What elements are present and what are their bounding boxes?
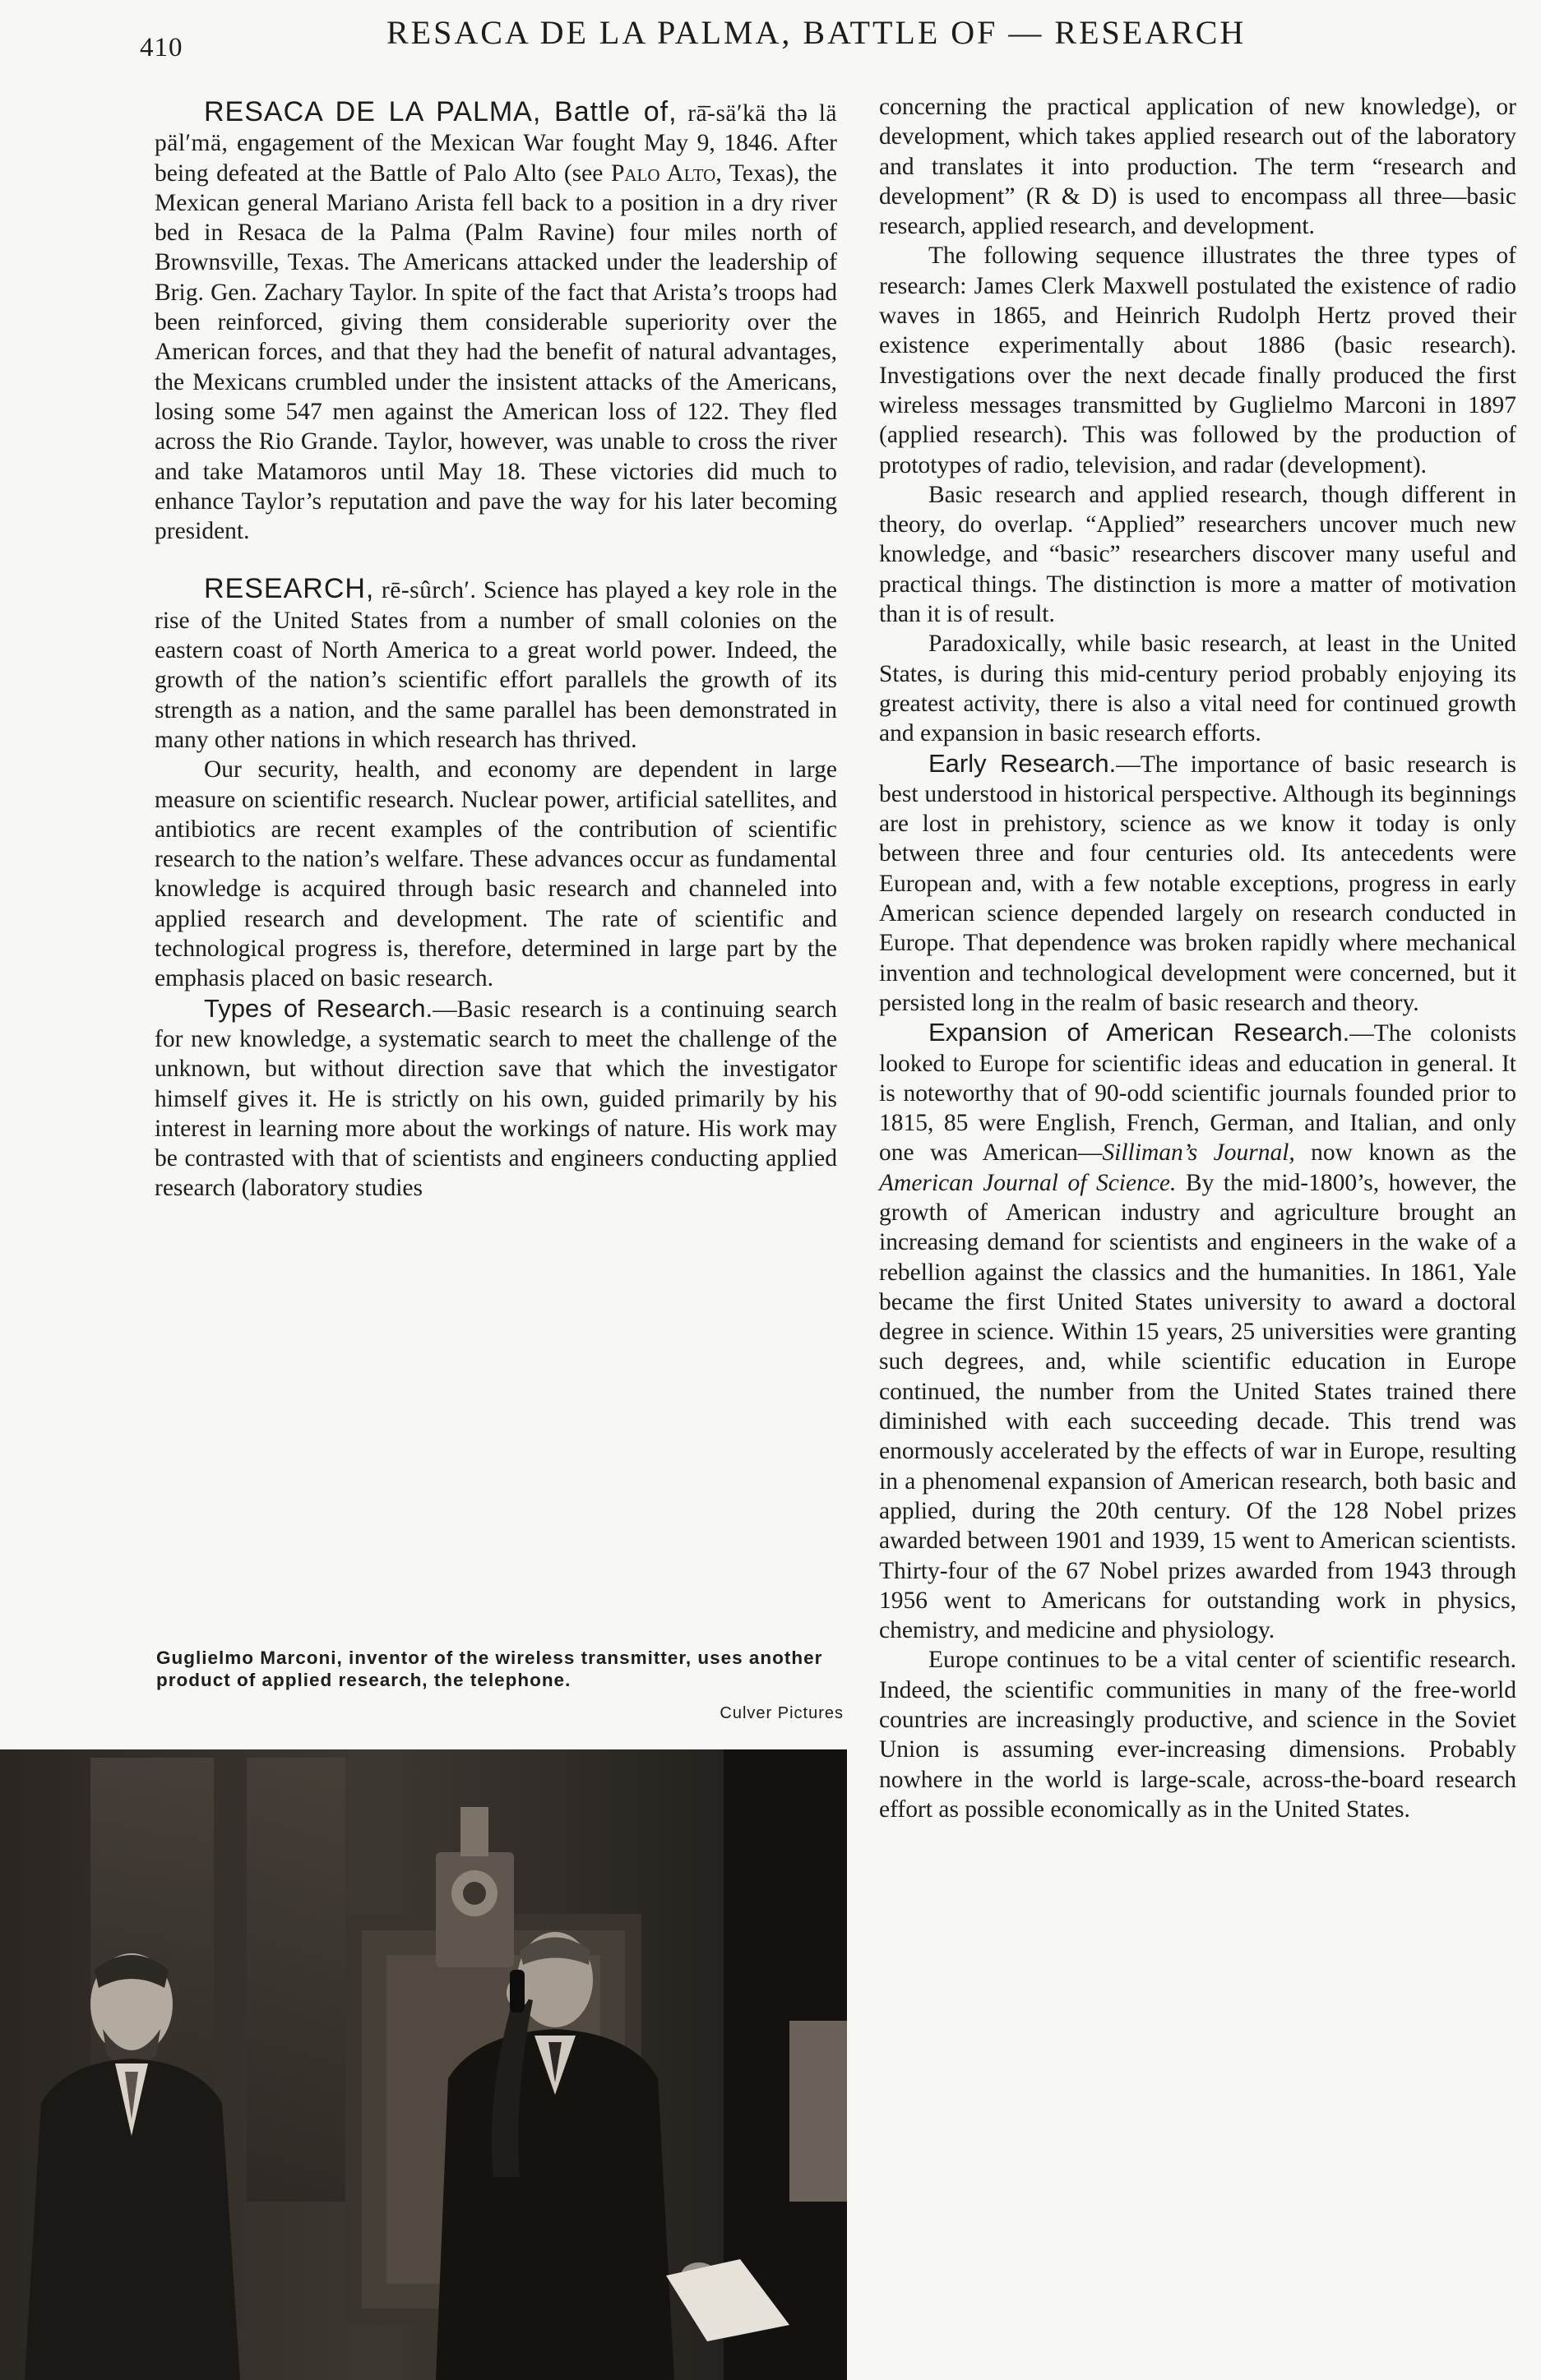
silliman-journal: Silliman’s Journal, [1102,1139,1295,1167]
running-head [140,10,1332,62]
expansion-heading: Expansion of American Research. [928,1018,1350,1047]
right-column [879,92,1516,1824]
research-paradox-paragraph: Paradoxically, while basic research, at least in the United States, is during this mid-century period probably enjoying its greatest activity, there is also a vital need for continued growth and expansion in basic research efforts. [879,631,1516,747]
marconi-telephone-photo [0,1749,847,2380]
research-heading: RESEARCH, [204,573,375,605]
resaca-text-2: , Texas), the Mexican general Mariano Arista fell back to a position in a dry river bed in Resaca de la Palma (Palm Ravine) four miles north of Brownsville, Texas. The Americans attacked under the leadership of Brig. Gen. Zachary Taylor. In spite of the fact that Arista’s troops had been reinforced, giving them considerable superiority over the American forces, and that they had the benefit of natural advantages, the Mexicans crumbled under the insistent attacks of the Americans, losing some 547 men against the American loss of 122. They fled across the Rio Grande. Taylor, however, was unable to cross the river and take Matamoros until May 18. These victories did much to enhance Taylor’s reputation and pave the way for his later becoming president. [155,159,837,545]
resaca-pronunciation: rā̄-sä′kä thə lä päl′mä, [155,100,837,157]
resaca-text-1: engagement of the Mexican War fought May 9, 1846. After being defeated at the Battle of Palo Alto (see [155,130,837,187]
research-intro [155,574,837,755]
american-journal-of-science: American Journal of Science. [879,1169,1177,1196]
types-of-research [155,994,837,1204]
early-research-text: —The importance of basic research is best understood in historical perspective. Although its beginnings are lost in prehistory, science as we know it today is only between three and four centuries old. Its antecedents were European and, with a few notable exceptions, progress in early American science depended largely on research conducted in Europe. That dependence was broken rapidly where mechanical invention and technological development were concerned, but it persisted long in the realm of basic research and theory. [879,751,1516,1016]
see-reference-palo-alto: Palo Alto [610,159,716,187]
europe-paragraph: Europe continues to be a vital center of scientific research. Indeed, the scientific communities in many of the free-world countries are increasingly productive, and science in the Soviet Union is assuming ever-increasing dimensions. Probably nowhere in the world is large-scale, across-the-board research effort as possible economically as in the United States. [879,1647,1516,1823]
photo-caption: Guglielmo Marconi, inventor of the wireless transmitter, uses another product of applied research, the telephone. [156,1648,823,1690]
research-sequence-paragraph: The following sequence illustrates the three types of research: James Clerk Maxwell postulated the existence of radio waves in 1865, and Heinrich Rudolph Hertz proved their existence experimentally about 1886 (basic research). Investigations over the next decade finally produced the first wireless messages transmitted by Guglielmo Marconi in 1897 (applied research). This was followed by the production of prototypes of radio, television, and radar (development). [879,243,1516,478]
running-head-title: RESACA DE LA PALMA, BATTLE OF — RESEARCH [386,14,1247,51]
resaca-heading: RESACA DE LA PALMA, Battle of, [204,96,678,127]
research-pronunciation: rē-sûrch′. [381,577,477,604]
types-continued: concerning the practical application of new knowledge), or development, which takes applied research out of the laboratory and translates it into production. The term “research and development” (R & D) is used to encompass all three—basic research, applied research, and development. [879,94,1516,240]
expansion-of-american-research [879,1018,1516,1645]
research-overlap-paragraph: Basic research and applied research, though different in theory, do overlap. “Applied” researchers uncover much new knowledge, and “basic” researchers discover many useful and practical things. The distinction is more a matter of motivation than it is of result. [879,481,1516,628]
expansion-text-2: now known as the [1294,1139,1516,1167]
resaca-entry [155,97,837,546]
early-research-heading: Early Research. [928,748,1117,778]
left-column [155,97,837,1204]
research-intro-text: Science has played a key role in the rise of the United States from a number of small colonies on the eastern coast of North America to a great world power. Indeed, the growth of the nation’s scientific effort parallels the growth of its strength as a nation, and the same parallel has been demonstrated in many other nations in which research has thrived. [155,577,837,753]
research-paragraph-2: Our security, health, and economy are dependent in large measure on scientific research. Nuclear power, artificial satellites, and antibiotics are recent examples of the contribution of scientific research to the nation’s welfare. These advances occur as fundamental knowledge is acquired through basic research and channeled into applied research and development. The rate of scientific and technological progress is, therefore, determined in large part by the emphasis placed on basic research. [155,756,837,992]
photo-credit: Culver Pictures [720,1704,844,1722]
types-text: —Basic research is a continuing search for new knowledge, a systematic search to meet the challenge of the unknown, but without direction save that which the investigator himself gives it. He is strictly on his own, guided primarily by his interest in learning more about the workings of nature. His work may be contrasted with that of scientists and engineers conducting applied research (laboratory studies [155,996,838,1202]
types-heading: Types of Research. [204,993,433,1023]
page-number: 410 [140,33,183,62]
expansion-text-3: By the mid-1800’s, however, the growth of American industry and agriculture brought an increasing demand for scientists and engineers in the wake of a rebellion against the classics and the humanities. In 1861, Yale became the first United States university to award a doctoral degree in science. Within 15 years, 25 universities were granting such degrees, and, while scientific education in Europe continued, the number from the United States trained there diminished with each succeeding decade. This trend was enormously accelerated by the effects of war in Europe, resulting in a phenomenal expansion of American research, both basic and applied, during the 20th century. Of the 128 Nobel prizes awarded between 1901 and 1939, 15 went to American scientists. Thirty-four of the 67 Nobel prizes awarded from 1943 through 1956 went to Americans for outstanding work in physics, chemistry, and medicine and physiology. [879,1169,1516,1644]
expansion-text-1: —The colonists looked to Europe for scientific ideas and education in general. It is noteworthy that of 90-odd scientific journals founded prior to 1815, 85 were English, French, German, and Italian, and only one was American— [879,1020,1516,1167]
photo-image [0,1749,847,2380]
early-research [879,749,1516,1019]
